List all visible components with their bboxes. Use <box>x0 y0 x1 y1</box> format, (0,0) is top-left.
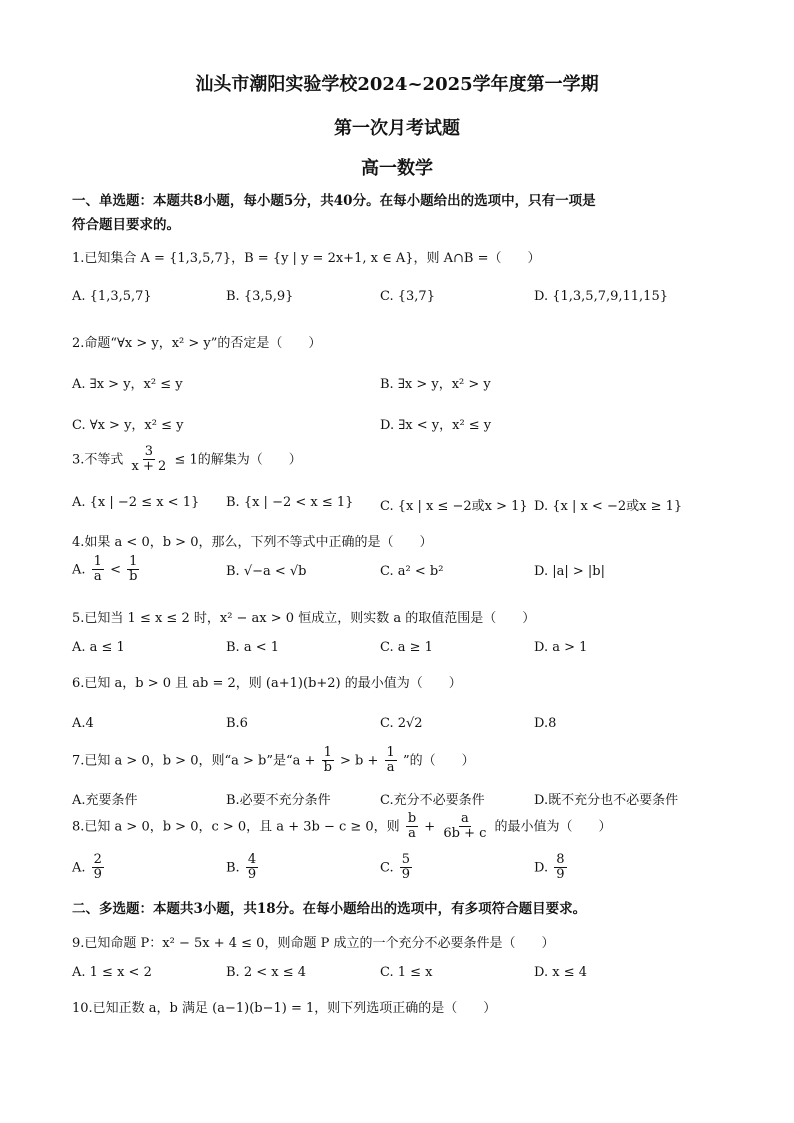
q8-option-b-fraction <box>246 853 258 883</box>
q5-option-c: C. a ≥ 1 <box>380 640 433 655</box>
q8-option-d-label: D. <box>534 860 549 876</box>
q7-frac1-numerator: 1 <box>323 745 332 760</box>
q3-fraction <box>130 445 169 475</box>
q4-frac1-numerator: 1 <box>93 554 102 569</box>
q8-option-b-label: B. <box>226 860 240 876</box>
exam-school-title: 汕头市潮阳实验学校2024~2025学年度第一学期 <box>195 74 599 95</box>
q8-fraction-2 <box>441 812 488 842</box>
q4-option-a-relation: < <box>110 562 121 578</box>
q9-option-a: A. 1 ≤ x < 2 <box>72 965 152 980</box>
q8-c-numerator: 5 <box>401 852 411 867</box>
q2-option-b: B. ∃x > y，x² > y <box>380 377 491 392</box>
q8-frac1-numerator: b <box>407 811 417 826</box>
q2-option-d: D. ∃x < y，x² ≤ y <box>380 418 492 433</box>
q8-option-d-fraction <box>554 853 566 883</box>
section1-heading-line2: 符合题目要求的。 <box>72 217 180 233</box>
q4-option-d: D. |a| > |b| <box>534 564 605 579</box>
q1-option-a: A. {1,3,5,7} <box>72 289 152 304</box>
q8-a-denominator: 9 <box>93 867 102 883</box>
q8-option-c <box>380 853 414 883</box>
q3-option-a: A. {x | −2 ≤ x < 1} <box>72 495 200 510</box>
q7-fraction-1 <box>322 746 334 776</box>
q7-frac2-numerator: 1 <box>386 745 395 760</box>
question-9-stem: 9.已知命题 P：x² − 5x + 4 ≤ 0，则命题 P 成立的一个充分不必要条件是（ ） <box>72 936 555 951</box>
q1-option-c: C. {3,7} <box>380 289 435 304</box>
q2-option-a: A. ∃x > y，x² ≤ y <box>72 377 183 392</box>
q4-option-a-frac2 <box>127 555 139 585</box>
q7-stem-suffix: ”的（ ） <box>402 753 475 769</box>
question-5-stem: 5.已知当 1 ≤ x ≤ 2 时，x² − ax > 0 恒成立，则实数 a 的取值范围是（ ） <box>72 611 536 626</box>
q8-frac2-numerator: a <box>460 811 469 826</box>
q9-option-c: C. 1 ≤ x <box>380 965 433 980</box>
question-4-stem: 4.如果 a < 0，b > 0，那么，下列不等式中正确的是（ ） <box>72 535 433 550</box>
q6-option-d: D.8 <box>534 716 557 731</box>
q8-d-denominator: 9 <box>556 867 565 883</box>
q3-option-b: B. {x | −2 < x ≤ 1} <box>226 495 354 510</box>
q4-option-b: B. √−a < √b <box>226 564 307 579</box>
q7-fraction-2 <box>385 746 397 776</box>
q8-a-numerator: 2 <box>93 852 102 867</box>
q4-option-c: C. a² < b² <box>380 564 444 579</box>
q7-option-a: A.充要条件 <box>72 793 138 808</box>
q8-option-a-label: A. <box>72 860 86 876</box>
subject-title: 高一数学 <box>361 158 433 179</box>
q8-option-d <box>534 853 569 883</box>
q6-option-a: A.4 <box>72 716 94 731</box>
question-8-stem <box>72 812 612 842</box>
q9-option-d: D. x ≤ 4 <box>534 965 587 980</box>
section1-heading-line1: 一、单选题：本题共8小题，每小题5分，共40分。在每小题给出的选项中，只有一项是 <box>72 193 596 209</box>
q6-option-b: B.6 <box>226 716 248 731</box>
q2-option-c: C. ∀x > y，x² ≤ y <box>72 418 184 433</box>
q5-option-d: D. a > 1 <box>534 640 588 655</box>
q4-option-a-frac1 <box>92 555 104 585</box>
q1-option-b: B. {3,5,9} <box>226 289 294 304</box>
q7-stem-middle: > b + <box>340 753 379 769</box>
q3-fraction-numerator: 3 <box>144 444 154 459</box>
q8-option-b <box>226 853 260 883</box>
q8-stem-prefix: 8.已知 a > 0，b > 0，c > 0，且 a + 3b − c ≥ 0，则 <box>72 819 400 835</box>
q3-fraction-denominator: x + 2 <box>131 459 167 475</box>
q8-stem-middle: + <box>424 819 436 835</box>
q8-frac1-denominator: a <box>408 826 416 842</box>
q8-c-denominator: 9 <box>401 867 411 883</box>
q4-frac2-denominator: b <box>129 569 138 585</box>
q6-option-c: C. 2√2 <box>380 716 423 731</box>
q3-option-c: C. {x | x ≤ −2或x > 1} <box>380 499 528 514</box>
q7-option-c: C.充分不必要条件 <box>380 793 485 808</box>
q8-stem-suffix: 的最小值为（ ） <box>494 819 612 835</box>
q4-option-a-label: A. <box>72 562 86 578</box>
q4-option-a <box>72 555 141 585</box>
section2-heading: 二、多选题：本题共3小题，共18分。在每小题给出的选项中，有多项符合题目要求。 <box>72 901 587 917</box>
q7-frac1-denominator: b <box>323 760 332 776</box>
question-2-stem: 2.命题“∀x > y，x² > y”的否定是（ ） <box>72 336 322 351</box>
q8-d-numerator: 8 <box>556 852 565 867</box>
q4-frac1-denominator: a <box>93 569 102 585</box>
q3-stem-prefix: 3.不等式 <box>72 452 124 468</box>
q7-option-b: B.必要不充分条件 <box>226 793 331 808</box>
q8-option-c-label: C. <box>380 860 394 876</box>
q3-option-d: D. {x | x < −2或x ≥ 1} <box>534 499 683 514</box>
q8-option-a-fraction <box>92 853 104 883</box>
question-10-stem: 10.已知正数 a，b 满足 (a−1)(b−1) = 1，则下列选项正确的是（ ） <box>72 1001 497 1016</box>
q7-option-d: D.既不充分也不必要条件 <box>534 793 679 808</box>
q8-b-denominator: 9 <box>247 867 257 883</box>
q5-option-b: B. a < 1 <box>226 640 279 655</box>
question-1-stem: 1.已知集合 A = {1,3,5,7}，B = {y | y = 2x+1, x ∈ A}，则 A∩B =（ ） <box>72 251 541 266</box>
q9-option-b: B. 2 < x ≤ 4 <box>226 965 307 980</box>
q5-option-a: A. a ≤ 1 <box>72 640 125 655</box>
q8-fraction-1 <box>406 812 418 842</box>
question-3-stem <box>72 445 302 475</box>
q7-stem-prefix: 7.已知 a > 0，b > 0，则“a > b”是“a + <box>72 753 316 769</box>
q3-stem-suffix: ≤ 1的解集为（ ） <box>174 452 302 468</box>
question-6-stem: 6.已知 a，b > 0 且 ab = 2，则 (a+1)(b+2) 的最小值为（ ） <box>72 676 462 691</box>
q8-b-numerator: 4 <box>247 852 257 867</box>
q8-option-a <box>72 853 106 883</box>
q4-frac2-numerator: 1 <box>129 554 138 569</box>
question-7-stem <box>72 746 475 776</box>
q7-frac2-denominator: a <box>386 760 395 776</box>
q8-option-c-fraction <box>400 853 412 883</box>
q1-option-d: D. {1,3,5,7,9,11,15} <box>534 289 668 304</box>
exam-name-title: 第一次月考试题 <box>334 118 460 139</box>
q8-frac2-denominator: 6b + c <box>443 826 487 842</box>
